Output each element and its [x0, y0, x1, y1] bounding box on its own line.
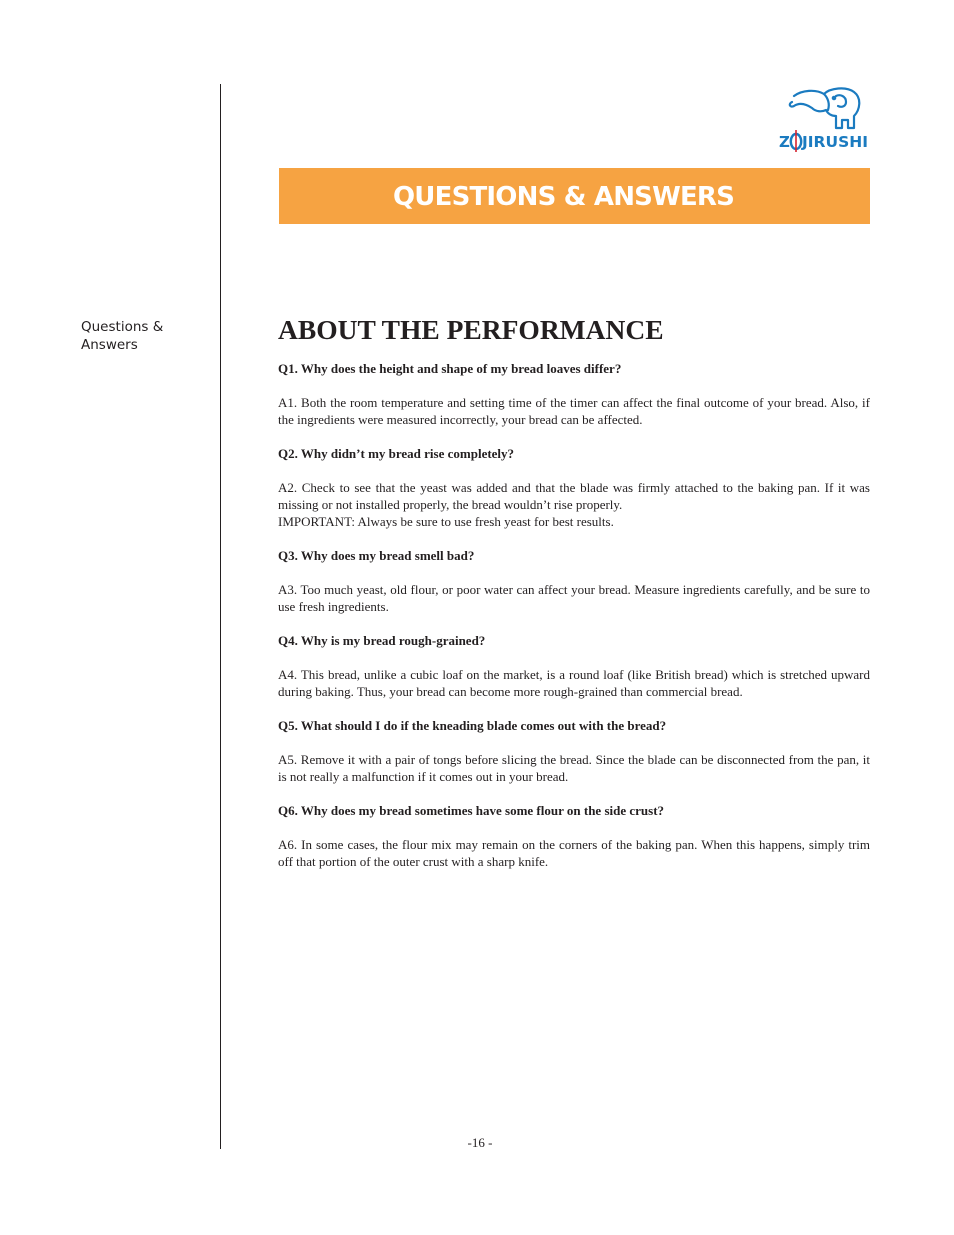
- qa-item-1: [278, 360, 870, 428]
- qa-item-2: [278, 445, 870, 530]
- question-1: Q1. Why does the height and shape of my bread loaves differ?: [278, 361, 622, 376]
- question-5: Q5. What should I do if the kneading blade comes out with the bread?: [278, 718, 667, 733]
- answer-5-text: A5. Remove it with a pair of tongs before slicing the bread. Since the blade can be disconnected from the pan, it is not really a malfunction if it comes out in your bread.: [278, 752, 870, 784]
- answer-2: [278, 479, 870, 530]
- answer-4-text: A4. This bread, unlike a cubic loaf on the market, is a round loaf (like British bread) which is stretched upward during baking. Thus, your bread can become more rough-grained than commercial bread.: [278, 667, 870, 699]
- sidebar-label-line-2: Answers: [81, 337, 138, 353]
- answer-3-text: A3. Too much yeast, old flour, or poor water can affect your bread. Measure ingredients carefully, and be sure to use fresh ingredients.: [278, 582, 870, 614]
- qa-item-6: [278, 802, 870, 870]
- sidebar-label-line-1: Questions &: [81, 319, 164, 335]
- answer-3: [278, 581, 870, 615]
- qa-item-5: [278, 717, 870, 785]
- answer-4: [278, 666, 870, 700]
- qa-item-3: [278, 547, 870, 615]
- question-4: Q4. Why is my bread rough-grained?: [278, 633, 486, 648]
- sidebar-section-label: [81, 318, 201, 354]
- answer-2-text: A2. Check to see that the yeast was added and that the blade was firmly attached to the baking pan. If it was missing or not installed properly, the bread wouldn’t rise properly.: [278, 480, 870, 512]
- answer-6: [278, 836, 870, 870]
- svg-text:JIRUSHI: JIRUSHI: [800, 133, 868, 151]
- section-banner: [279, 168, 870, 224]
- page-number: -16 -: [467, 1135, 493, 1150]
- section-title: ABOUT THE PERFORMANCE: [278, 314, 664, 345]
- main-content: [278, 312, 870, 887]
- answer-6-text: A6. In some cases, the flour mix may remain on the corners of the baking pan. When this happens, simply trim off that portion of the outer crust with a sharp knife.: [278, 837, 870, 869]
- question-2: Q2. Why didn’t my bread rise completely?: [278, 446, 515, 461]
- qa-item-4: [278, 632, 870, 700]
- question-3: Q3. Why does my bread smell bad?: [278, 548, 475, 563]
- answer-5: [278, 751, 870, 785]
- elephant-logo-icon: [776, 84, 872, 152]
- answer-2-important-note: IMPORTANT: Always be sure to use fresh yeast for best results.: [278, 514, 614, 529]
- answer-1-text: A1. Both the room temperature and setting time of the timer can affect the final outcome of your bread. Also, if the ingredients were measured incorrectly, your bread can be affected.: [278, 395, 870, 427]
- logo-wordmark-z: Z: [779, 133, 790, 151]
- margin-divider-line: [220, 84, 221, 1149]
- question-6: Q6. Why does my bread sometimes have some flour on the side crust?: [278, 803, 665, 818]
- zojirushi-logo: [776, 84, 872, 152]
- answer-1: [278, 394, 870, 428]
- banner-title: QUESTIONS & ANSWERS: [393, 182, 735, 212]
